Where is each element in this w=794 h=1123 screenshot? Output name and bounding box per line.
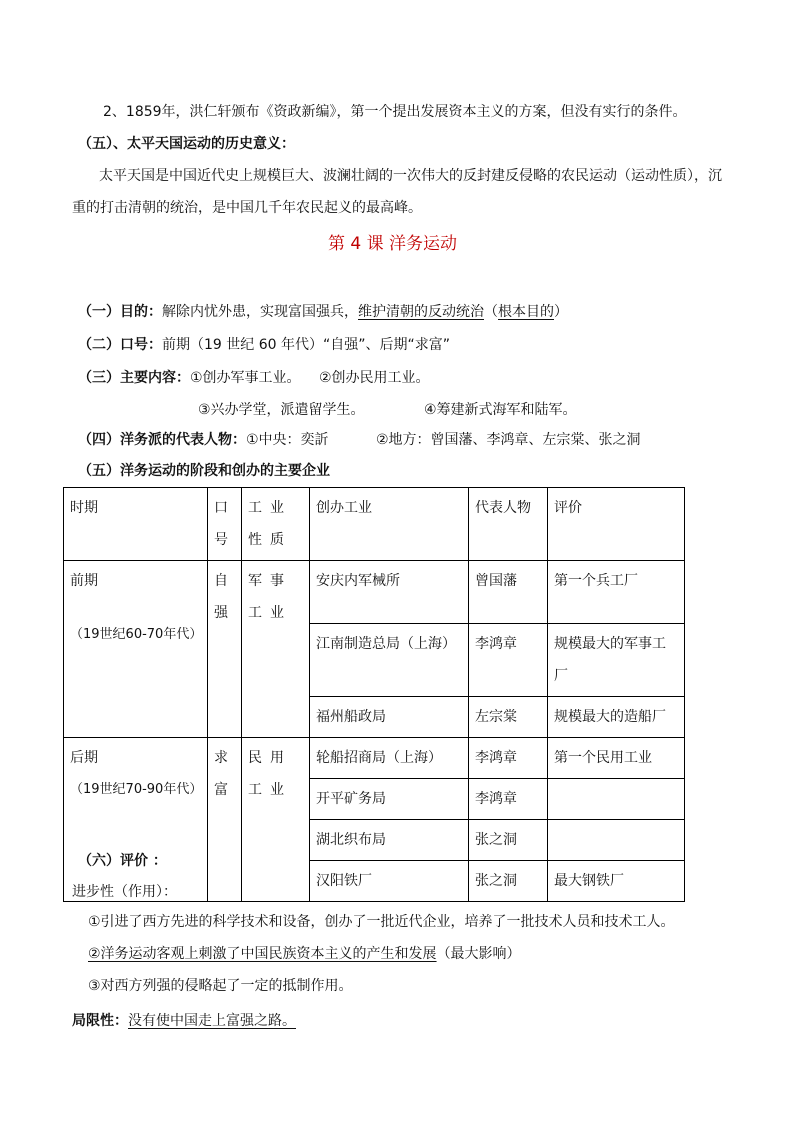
late-slogan: 求富 (208, 738, 242, 902)
row-industry: 福州船政局 (310, 697, 469, 738)
paragraph-1859: 2、1859年，洪仁轩颁布《资政新编》，第一个提出发展资本主义的方案，但没有实行的条件。 (103, 104, 687, 120)
enterprises-table (63, 487, 685, 902)
people-line (78, 429, 329, 451)
taiping-text-1: 太平天国是中国近代史上规模巨大、波澜壮阔的一次伟大的反封建反侵略的农民运动（运动性质），沉 (99, 168, 722, 184)
row-comment (548, 779, 685, 820)
header-person: 代表人物 (469, 488, 548, 561)
people-central: ①中央：奕訢 (246, 432, 329, 448)
progress-item-2 (88, 943, 521, 965)
row-comment: 规模最大的造船厂 (548, 697, 685, 738)
row-industry: 开平矿务局 (310, 779, 469, 820)
slogan-label: （二）口号： (78, 337, 162, 353)
progress-item-2-note: （最大影响） (436, 946, 521, 962)
lesson-title: 第 4 课 洋务运动 (328, 234, 458, 254)
row-industry: 轮船招商局（上海） (310, 738, 469, 779)
limit-line (72, 1010, 296, 1032)
purpose-underlined: 维护清朝的反动统治 (358, 304, 484, 320)
content-item-2: ②创办民用工业。 (319, 370, 430, 386)
slogan-text: 前期（19 世纪 60 年代）“自强”、后期“求富” (162, 337, 450, 353)
purpose-line (78, 301, 568, 323)
purpose-text: 解除内忧外患，实现富国强兵， (162, 304, 358, 320)
content-item-3: ③兴办学堂，派遣留学生。 (198, 402, 365, 418)
early-period-cell (64, 561, 208, 738)
limit-text: 没有使中国走上富强之路。 (128, 1013, 296, 1029)
row-person: 李鸿章 (469, 624, 548, 697)
purpose-paren-close: ） (554, 304, 568, 320)
table-row (64, 738, 685, 779)
stages-heading: （五）洋务运动的阶段和创办的主要企业 (78, 463, 330, 479)
late-nature: 民用工业 (242, 738, 310, 902)
purpose-label: （一）目的： (78, 304, 162, 320)
early-years: （19世纪60-70年代） (70, 627, 203, 642)
row-person: 曾国藩 (469, 561, 548, 624)
people-local: ②地方：曾国藩、李鸿章、左宗棠、张之洞 (376, 432, 641, 448)
table-header-row (64, 488, 685, 561)
table-row (64, 561, 685, 624)
taiping-heading: （五）、太平天国运动的历史意义： (78, 136, 295, 152)
evaluation-heading: （六）评价 ： (78, 853, 167, 869)
row-comment: 第一个民用工业 (548, 738, 685, 779)
late-years: （19世纪70-90年代） (70, 782, 203, 797)
progress-item-3: ③对西方列强的侵略起了一定的抵制作用。 (88, 978, 353, 994)
late-period-cell (64, 738, 208, 902)
taiping-text-2: 重的打击清朝的统治，是中国几千年农民起义的最高峰。 (72, 200, 422, 216)
row-industry: 湖北织布局 (310, 820, 469, 861)
header-comment: 评价 (548, 488, 685, 561)
slogan-line (78, 334, 450, 356)
progress-item-2-main: ②洋务运动客观上刺激了中国民族资本主义的产生和发展 (88, 946, 437, 962)
row-person: 张之洞 (469, 820, 548, 861)
row-person: 李鸿章 (469, 779, 548, 820)
late-period: 后期 (70, 750, 98, 766)
row-comment (548, 820, 685, 861)
header-slogan: 口号 (208, 488, 242, 561)
row-comment: 最大钢铁厂 (548, 861, 685, 902)
people-label: （四）洋务派的代表人物： (78, 432, 246, 448)
content-line-1 (78, 367, 301, 389)
header-industry: 创办工业 (310, 488, 469, 561)
row-person: 张之洞 (469, 861, 548, 902)
row-comment: 规模最大的军事工厂 (548, 624, 685, 697)
early-period: 前期 (70, 573, 98, 589)
row-industry: 江南制造总局（上海） (310, 624, 469, 697)
content-item-4: ④筹建新式海军和陆军。 (424, 402, 577, 418)
header-nature: 工业性质 (242, 488, 310, 561)
purpose-root-label: 根本目的 (498, 304, 554, 320)
content-item-1: ①创办军事工业。 (190, 370, 301, 386)
row-industry: 汉阳铁厂 (310, 861, 469, 902)
content-label: （三）主要内容： (78, 370, 190, 386)
row-comment: 第一个兵工厂 (548, 561, 685, 624)
row-person: 李鸿章 (469, 738, 548, 779)
progress-label: 进步性（作用）： (72, 884, 177, 900)
progress-item-1: ①引进了西方先进的科学技术和设备，创办了一批近代企业，培养了一批技术人员和技术工人。 (88, 914, 675, 930)
header-period: 时期 (64, 488, 208, 561)
early-nature: 军事工业 (242, 561, 310, 738)
purpose-paren-open: （ (484, 304, 498, 320)
early-slogan: 自强 (208, 561, 242, 738)
row-person: 左宗棠 (469, 697, 548, 738)
limit-label: 局限性： (72, 1013, 128, 1029)
row-industry: 安庆内军械所 (310, 561, 469, 624)
